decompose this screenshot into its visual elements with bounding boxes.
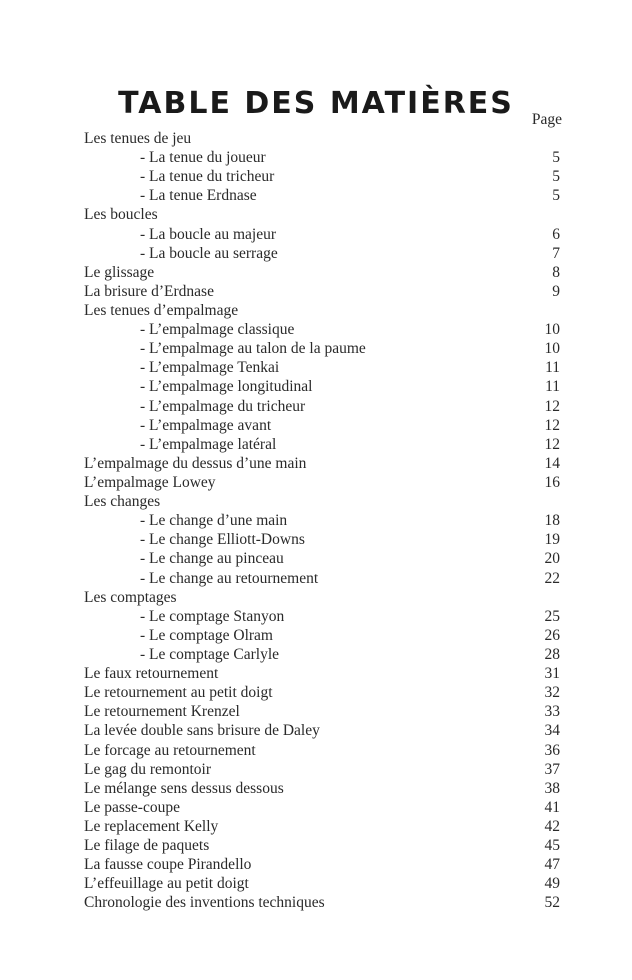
toc-subentry — [84, 186, 560, 205]
toc-entry-title: - La tenue du tricheur — [140, 168, 275, 186]
toc-entry-title: Le glissage — [84, 263, 155, 281]
toc-entry-title: - Le change Elliott-Downs — [140, 531, 305, 549]
toc-entry-page-number: 5 — [552, 168, 560, 186]
toc-entry-page-number: 12 — [544, 397, 560, 415]
toc-entry — [84, 817, 560, 836]
toc-entry-page-number: 8 — [552, 263, 560, 281]
toc-subentry — [84, 549, 560, 568]
toc-subentry — [84, 435, 560, 454]
toc-subentry — [84, 167, 560, 186]
toc-entry-page-number: 41 — [544, 798, 560, 816]
toc-entry-page-number: 16 — [544, 473, 560, 491]
toc-entry-title: Le retournement Krenzel — [84, 703, 240, 721]
toc-subentry — [84, 511, 560, 530]
toc-entry — [84, 721, 560, 740]
toc-entry-page-number: 19 — [544, 531, 560, 549]
toc-entry-page-number: 37 — [544, 760, 560, 778]
toc-entry-title: Le passe-coupe — [84, 798, 180, 816]
toc-entry-title: - L’empalmage avant — [140, 416, 272, 434]
toc-entry-page-number: 11 — [545, 359, 560, 377]
toc-entry-page-number: 12 — [544, 435, 560, 453]
toc-entry — [84, 741, 560, 760]
toc-entry-page-number: 38 — [544, 779, 560, 797]
toc-entry — [84, 492, 560, 511]
toc-entry-title: Le gag du remontoir — [84, 760, 211, 778]
toc-entry-title: - La tenue Erdnase — [140, 187, 257, 205]
toc-entry-title: Les tenues de jeu — [84, 130, 192, 147]
toc-entry-page-number: 49 — [544, 875, 560, 893]
toc-entry-title: Chronologie des inventions techniques — [84, 894, 325, 912]
toc-entry-page-number: 7 — [552, 244, 560, 262]
toc-subentry — [84, 626, 560, 645]
toc-entry — [84, 779, 560, 798]
toc-subentry — [84, 377, 560, 396]
toc-entry — [84, 874, 560, 893]
toc-entry-title: L’effeuillage au petit doigt — [84, 875, 249, 893]
toc-entry-page-number: 12 — [544, 416, 560, 434]
toc-entry — [84, 282, 560, 301]
toc-entry-title: - Le change au retournement — [140, 569, 319, 587]
toc-entry-page-number: 31 — [544, 665, 560, 683]
toc-entry-page-number: 25 — [544, 607, 560, 625]
toc-entry-page-number: 9 — [552, 282, 560, 300]
page-title: TABLE DES MATIÈRES — [118, 86, 514, 122]
toc-entry-page-number: 34 — [544, 722, 560, 740]
toc-entry-title: - Le comptage Olram — [140, 626, 273, 644]
toc-entry-page-number: 36 — [544, 741, 560, 759]
toc-entry — [84, 301, 560, 320]
page-column-header: Page — [531, 111, 562, 128]
toc-entry-title: Le mélange sens dessus dessous — [84, 779, 284, 797]
toc-entry-page-number: 26 — [544, 626, 560, 644]
toc-subentry — [84, 397, 560, 416]
toc-entry-title: - Le change d’une main — [140, 512, 288, 530]
toc-entry-page-number: 6 — [552, 225, 560, 243]
toc-subentry — [84, 569, 560, 588]
toc-entry-title: - L’empalmage Tenkai — [140, 359, 280, 377]
toc-entry — [84, 473, 560, 492]
toc-entry-title: Les comptages — [84, 588, 177, 606]
toc-entry-page-number: 18 — [544, 512, 560, 530]
toc-entry — [84, 702, 560, 721]
toc-entry — [84, 760, 560, 779]
toc-entry-title: - La tenue du joueur — [140, 149, 266, 167]
toc-entry-title: Le retournement au petit doigt — [84, 684, 273, 702]
toc-entry-title: Le faux retournement — [84, 665, 219, 683]
toc-entry-title: La levée double sans brisure de Daley — [84, 722, 320, 740]
toc-entry-title: - La boucle au majeur — [140, 225, 276, 243]
table-of-contents — [84, 129, 560, 912]
toc-entry-title: - La boucle au serrage — [140, 244, 278, 262]
toc-entry — [84, 893, 560, 912]
toc-entry-page-number: 47 — [544, 856, 560, 874]
toc-entry-title: - L’empalmage longitudinal — [140, 378, 313, 396]
toc-entry-page-number: 28 — [544, 645, 560, 663]
toc-subentry — [84, 416, 560, 435]
toc-entry-page-number: 5 — [552, 187, 560, 205]
toc-entry-title: - L’empalmage classique — [140, 321, 295, 339]
toc-entry-page-number: 10 — [544, 321, 560, 339]
toc-entry-title: - L’empalmage du tricheur — [140, 397, 306, 415]
toc-entry-title: Les tenues d’empalmage — [84, 301, 239, 319]
toc-entry — [84, 836, 560, 855]
toc-entry — [84, 683, 560, 702]
toc-entry — [84, 263, 560, 282]
toc-subentry — [84, 225, 560, 244]
toc-entry — [84, 664, 560, 683]
toc-subentry — [84, 244, 560, 263]
toc-entry-title: - Le change au pinceau — [140, 550, 284, 568]
toc-entry-page-number: 22 — [544, 569, 560, 587]
toc-entry-page-number: 32 — [544, 684, 560, 702]
toc-entry-page-number: 20 — [544, 550, 560, 568]
toc-entry-title: La brisure d’Erdnase — [84, 282, 214, 300]
toc-entry — [84, 588, 560, 607]
toc-subentry — [84, 607, 560, 626]
toc-entry-title: Les boucles — [84, 206, 158, 224]
toc-entry-title: - Le comptage Stanyon — [140, 607, 285, 625]
toc-entry-page-number: 5 — [552, 149, 560, 167]
toc-entry-title: Le forcage au retournement — [84, 741, 256, 759]
toc-entry — [84, 798, 560, 817]
toc-entry — [84, 454, 560, 473]
toc-entry-title: - L’empalmage au talon de la paume — [140, 340, 366, 358]
toc-entry-page-number: 45 — [544, 837, 560, 855]
toc-entry-page-number: 42 — [544, 817, 560, 835]
toc-entry-page-number: 11 — [545, 378, 560, 396]
toc-entry-title: La fausse coupe Pirandello — [84, 856, 252, 874]
toc-entry-page-number: 14 — [544, 454, 560, 472]
toc-entry-title: Le filage de paquets — [84, 837, 210, 855]
toc-entry — [84, 855, 560, 874]
toc-entry-page-number: 52 — [544, 894, 560, 912]
toc-subentry — [84, 530, 560, 549]
toc-subentry — [84, 358, 560, 377]
toc-entry — [84, 129, 560, 148]
toc-entry — [84, 205, 560, 224]
toc-entry-title: - L’empalmage latéral — [140, 435, 277, 453]
toc-entry-title: L’empalmage du dessus d’une main — [84, 454, 307, 472]
toc-entry-title: L’empalmage Lowey — [84, 473, 216, 491]
toc-entry-title: Les changes — [84, 493, 161, 511]
toc-entry-page-number: 33 — [544, 703, 560, 721]
toc-subentry — [84, 320, 560, 339]
toc-subentry — [84, 339, 560, 358]
toc-subentry — [84, 148, 560, 167]
toc-entry-title: - Le comptage Carlyle — [140, 645, 280, 663]
toc-subentry — [84, 645, 560, 664]
toc-entry-page-number: 10 — [544, 340, 560, 358]
toc-entry-title: Le replacement Kelly — [84, 817, 219, 835]
